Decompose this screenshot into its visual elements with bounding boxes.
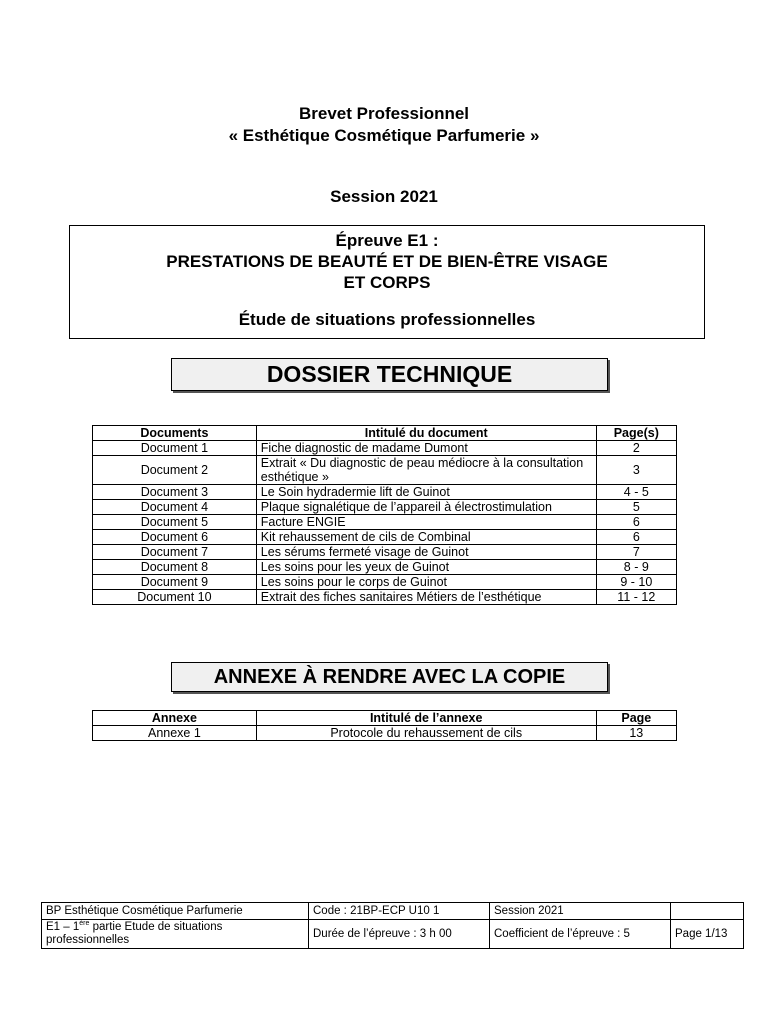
doc-page: 2 — [596, 441, 676, 456]
doc-id: Document 6 — [93, 530, 257, 545]
table-row — [93, 530, 677, 545]
annexe-banner: ANNEXE À RENDRE AVEC LA COPIE — [171, 662, 608, 692]
header-pages: Page(s) — [596, 426, 676, 441]
doc-page: 7 — [596, 545, 676, 560]
footer-coefficient: Coefficient de l’épreuve : 5 — [490, 920, 671, 949]
doc-title: Les soins pour les yeux de Guinot — [256, 560, 596, 575]
doc-page: 3 — [596, 456, 676, 485]
doc-page: 8 - 9 — [596, 560, 676, 575]
annexe-table — [92, 710, 677, 741]
doc-title: Extrait « Du diagnostic de peau médiocre à la consultation esthétique » — [256, 456, 596, 485]
doc-page: 4 - 5 — [596, 485, 676, 500]
footer-code: Code : 21BP-ECP U10 1 — [309, 903, 490, 920]
doc-title: Extrait des fiches sanitaires Métiers de l’esthétique — [256, 590, 596, 605]
doc-id: Document 7 — [93, 545, 257, 560]
epreuve-box — [69, 225, 705, 339]
doc-title: Kit rehaussement de cils de Combinal — [256, 530, 596, 545]
annexe-title: Protocole du rehaussement de cils — [256, 726, 596, 741]
epreuve-title: Épreuve E1 : — [335, 231, 439, 250]
footer-empty — [671, 903, 744, 920]
header-intitule: Intitulé du document — [256, 426, 596, 441]
table-row — [93, 545, 677, 560]
header-subtitle: « Esthétique Cosmétique Parfumerie » — [228, 126, 540, 145]
footer-row — [42, 903, 744, 920]
footer-duree: Durée de l’épreuve : 3 h 00 — [309, 920, 490, 949]
doc-id: Document 3 — [93, 485, 257, 500]
table-row — [93, 441, 677, 456]
doc-page: 6 — [596, 515, 676, 530]
table-header-row — [93, 426, 677, 441]
epreuve-subtitle-line2: ET CORPS — [343, 273, 431, 292]
footer-session: Session 2021 — [490, 903, 671, 920]
footer-diploma: BP Esthétique Cosmétique Parfumerie — [42, 903, 309, 920]
table-row — [93, 575, 677, 590]
annexe-page: 13 — [596, 726, 676, 741]
doc-title: Le Soin hydradermie lift de Guinot — [256, 485, 596, 500]
table-row — [93, 500, 677, 515]
epreuve-subtitle-line1: PRESTATIONS DE BEAUTÉ ET DE BIEN-ÊTRE VISAGE — [166, 252, 608, 271]
doc-title: Facture ENGIE — [256, 515, 596, 530]
doc-title: Les soins pour le corps de Guinot — [256, 575, 596, 590]
header-annexe: Annexe — [93, 711, 257, 726]
header-title: Brevet Professionnel — [298, 104, 470, 123]
doc-id: Document 2 — [93, 456, 257, 485]
header-intitule-annexe: Intitulé de l’annexe — [256, 711, 596, 726]
doc-title: Fiche diagnostic de madame Dumont — [256, 441, 596, 456]
doc-page: 6 — [596, 530, 676, 545]
footer-page-number: Page 1/13 — [671, 920, 744, 949]
doc-id: Document 8 — [93, 560, 257, 575]
table-row — [93, 515, 677, 530]
doc-title: Les sérums fermeté visage de Guinot — [256, 545, 596, 560]
doc-id: Document 5 — [93, 515, 257, 530]
table-row — [93, 456, 677, 485]
session-label: Session 2021 — [330, 187, 438, 206]
epreuve-study: Étude de situations professionnelles — [238, 310, 536, 329]
table-row — [93, 560, 677, 575]
header-page: Page — [596, 711, 676, 726]
footer-row — [42, 920, 744, 949]
doc-page: 9 - 10 — [596, 575, 676, 590]
table-header-row — [93, 711, 677, 726]
dossier-banner: DOSSIER TECHNIQUE — [171, 358, 608, 391]
doc-title: Plaque signalétique de l’appareil à électrostimulation — [256, 500, 596, 515]
table-row — [93, 485, 677, 500]
doc-id: Document 9 — [93, 575, 257, 590]
documents-table — [92, 425, 677, 605]
header-documents: Documents — [93, 426, 257, 441]
doc-id: Document 10 — [93, 590, 257, 605]
footer-table — [41, 902, 744, 949]
table-row — [93, 590, 677, 605]
footer-epreuve: E1 – 1ère partie Etude de situations professionnelles — [42, 920, 309, 949]
doc-id: Document 1 — [93, 441, 257, 456]
doc-page: 5 — [596, 500, 676, 515]
annexe-id: Annexe 1 — [93, 726, 257, 741]
doc-page: 11 - 12 — [596, 590, 676, 605]
doc-id: Document 4 — [93, 500, 257, 515]
table-row — [93, 726, 677, 741]
